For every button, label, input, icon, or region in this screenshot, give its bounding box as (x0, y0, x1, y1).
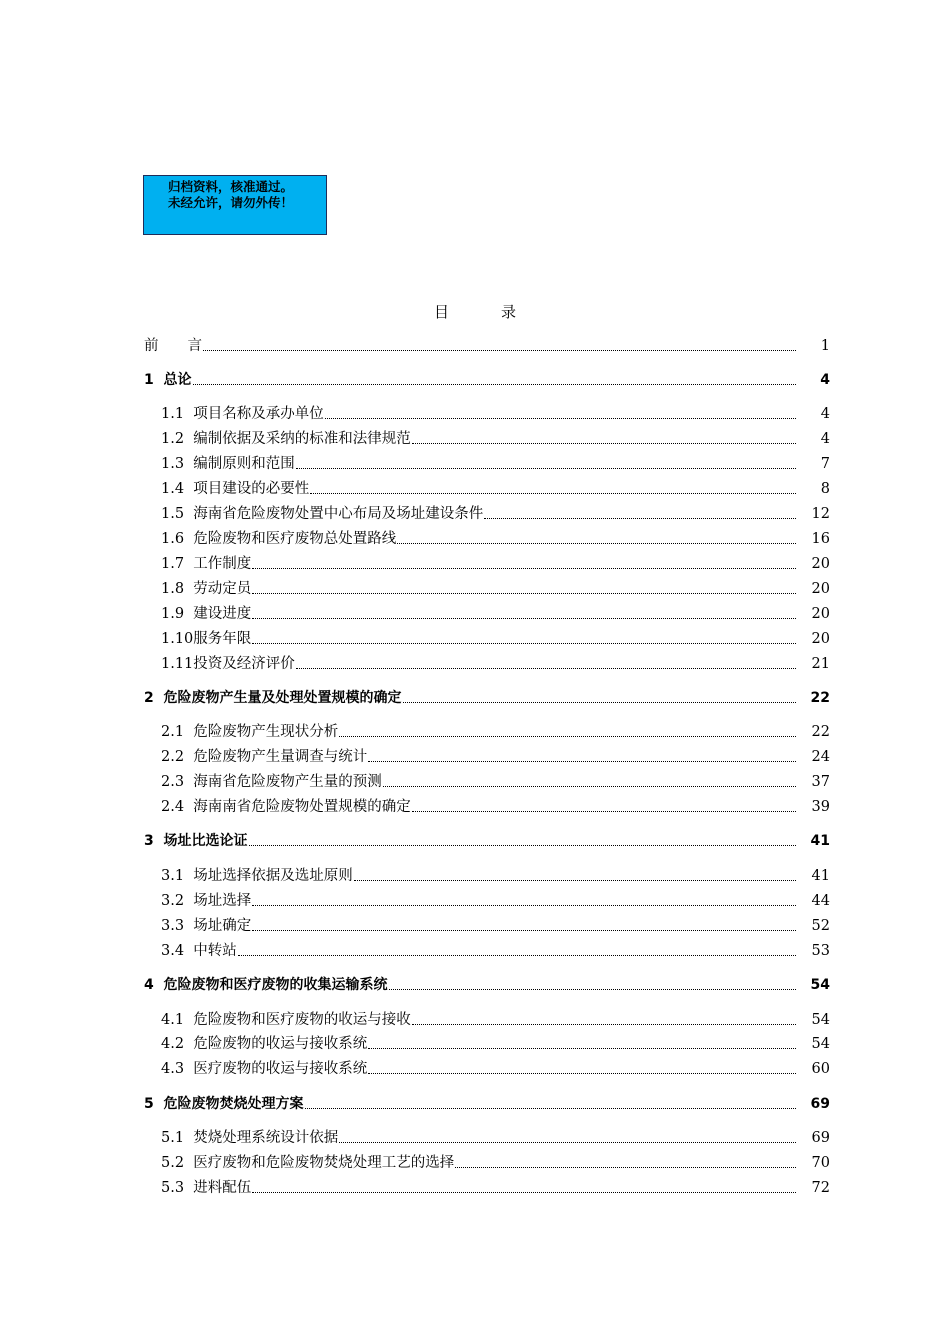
toc-entry[interactable] (161, 552, 830, 574)
toc-dot-leader (339, 1142, 796, 1143)
toc-entry-page: 69 (811, 1130, 830, 1146)
toc-entry-number: 1.9 (161, 606, 194, 622)
toc-entry[interactable] (161, 889, 830, 911)
toc-entry-number: 1.5 (161, 506, 194, 522)
toc-entry-page: 54 (810, 977, 830, 993)
toc-entry[interactable] (144, 334, 830, 356)
toc-entry-page: 20 (811, 581, 830, 597)
toc-entry-page: 20 (811, 556, 830, 572)
toc-entry-label: 危险废物和医疗废物的收集运输系统 (163, 977, 388, 993)
toc-entry-number: 1.7 (161, 556, 194, 572)
toc-entry-label: 海南省危险废物处置中心布局及场址建设条件 (193, 506, 484, 522)
toc-entry-page: 24 (811, 749, 830, 765)
toc-entry-label: 海南省危险废物产生量的预测 (193, 774, 382, 790)
toc-entry[interactable] (144, 368, 830, 390)
toc-entry[interactable] (161, 427, 830, 449)
toc-entry-page: 44 (811, 893, 830, 909)
toc-entry-page: 72 (811, 1180, 830, 1196)
toc-entry-page: 70 (811, 1155, 830, 1171)
toc-entry-label: 医疗废物和危险废物焚烧处理工艺的选择 (193, 1155, 455, 1171)
toc-entry[interactable] (161, 602, 830, 624)
toc-entry[interactable] (161, 527, 830, 549)
toc-entry-number: 1.8 (161, 581, 194, 597)
toc-dot-leader (252, 593, 796, 594)
toc-dot-leader (368, 1073, 796, 1074)
toc-entry[interactable] (161, 1008, 830, 1030)
toc-entry-label: 危险废物和医疗废物总处置路线 (193, 531, 397, 547)
toc-entry[interactable] (161, 477, 830, 499)
toc-entry-label: 危险废物产生量及处理处置规模的确定 (163, 690, 402, 706)
toc-entry[interactable] (161, 745, 830, 767)
toc-entry-page: 20 (811, 631, 830, 647)
toc-entry-label: 危险废物和医疗废物的收运与接收 (193, 1012, 411, 1028)
toc-entry-number: 1.11 (161, 656, 194, 672)
toc-entry-number: 2.2 (161, 749, 194, 765)
toc-entry-page: 1 (820, 338, 830, 354)
toc-dot-leader (252, 905, 796, 906)
toc-entry[interactable] (161, 627, 830, 649)
toc-entry-label: 焚烧处理系统设计依据 (193, 1130, 339, 1146)
toc-dot-leader (354, 880, 796, 881)
toc-entry[interactable] (161, 939, 830, 961)
stamp-line-1: 归档资料，核准通过。 (168, 179, 294, 194)
toc-entry-label: 中转站 (193, 943, 237, 959)
toc-entry-page: 41 (810, 833, 830, 849)
toc-entry-number: 前 (144, 338, 188, 354)
toc-entry-number: 3.3 (161, 918, 194, 934)
toc-entry-number: 2 (144, 690, 164, 706)
toc-entry[interactable] (161, 1176, 830, 1198)
toc-entry[interactable] (161, 1032, 830, 1054)
toc-entry-page: 4 (820, 406, 830, 422)
toc-entry-number: 5.2 (161, 1155, 194, 1171)
toc-title-right: 录 (501, 303, 517, 321)
toc-entry-page: 8 (820, 481, 830, 497)
toc-entry-label: 危险废物焚烧处理方案 (163, 1096, 304, 1112)
toc-dot-leader (203, 350, 796, 351)
toc-dot-leader (252, 568, 796, 569)
toc-entry-label: 工作制度 (193, 556, 252, 572)
toc-entry-page: 53 (811, 943, 830, 959)
toc-entry[interactable] (161, 720, 830, 742)
toc-entry-page: 54 (811, 1036, 830, 1052)
toc-entry-label: 危险废物产生现状分析 (193, 724, 339, 740)
toc-entry-label: 场址选择 (193, 893, 252, 909)
toc-entry-number: 5 (144, 1096, 164, 1112)
toc-entry-label: 言 (187, 338, 202, 354)
toc-dot-leader (305, 1108, 797, 1109)
toc-entry-label: 进料配伍 (193, 1180, 252, 1196)
toc-entry-label: 场址选择依据及选址原则 (193, 868, 353, 884)
toc-dot-leader (339, 736, 796, 737)
toc-dot-leader (484, 518, 796, 519)
toc-entry[interactable] (161, 864, 830, 886)
toc-entry-label: 编制原则和范围 (193, 456, 295, 472)
toc-entry-page: 22 (810, 690, 830, 706)
toc-dot-leader (397, 543, 796, 544)
toc-entry[interactable] (161, 652, 830, 674)
toc-dot-leader (403, 702, 797, 703)
toc-dot-leader (455, 1167, 796, 1168)
toc-entry[interactable] (161, 914, 830, 936)
toc-dot-leader (252, 1192, 796, 1193)
toc-dot-leader (296, 668, 796, 669)
toc-entry[interactable] (161, 452, 830, 474)
toc-entry-page: 21 (811, 656, 830, 672)
toc-entry-number: 1.4 (161, 481, 194, 497)
toc-entry-page: 4 (820, 431, 830, 447)
toc-entry-page: 54 (811, 1012, 830, 1028)
toc-dot-leader (412, 811, 796, 812)
toc-entry-number: 3.2 (161, 893, 194, 909)
toc-entry[interactable] (161, 1057, 830, 1079)
toc-entry-label: 海南南省危险废物处置规模的确定 (193, 799, 411, 815)
toc-entry-number: 4.3 (161, 1061, 194, 1077)
toc-entry-number: 2.1 (161, 724, 194, 740)
toc-dot-leader (368, 1048, 796, 1049)
toc-entry-label: 总论 (163, 372, 192, 388)
toc-entry-number: 3.1 (161, 868, 194, 884)
toc-entry-page: 22 (811, 724, 830, 740)
toc-dot-leader (296, 468, 796, 469)
toc-dot-leader (193, 384, 797, 385)
toc-entry[interactable] (144, 829, 830, 851)
toc-dot-leader (412, 1024, 796, 1025)
stamp-line-2: 未经允许，请勿外传！ (168, 195, 294, 210)
toc-entry-page: 12 (811, 506, 830, 522)
toc-entry-label: 编制依据及采纳的标准和法律规范 (193, 431, 411, 447)
toc-entry[interactable] (161, 502, 830, 524)
toc-entry-label: 服务年限 (193, 631, 252, 647)
toc-entry-number: 3.4 (161, 943, 194, 959)
toc-entry-number: 1 (144, 372, 164, 388)
toc-entry-number: 1.3 (161, 456, 194, 472)
toc-dot-leader (252, 930, 796, 931)
toc-entry-label: 危险废物的收运与接收系统 (193, 1036, 368, 1052)
toc-entry-page: 7 (820, 456, 830, 472)
toc-dot-leader (252, 618, 796, 619)
toc-entry-label: 医疗废物的收运与接收系统 (193, 1061, 368, 1077)
toc-entry-number: 4 (144, 977, 164, 993)
toc-entry-number: 1.2 (161, 431, 194, 447)
toc-entry-number: 5.3 (161, 1180, 194, 1196)
toc-entry-number: 5.1 (161, 1130, 194, 1146)
toc-entry-label: 项目建设的必要性 (193, 481, 310, 497)
toc-entry[interactable] (144, 1092, 830, 1114)
toc-entry-number: 1.10 (161, 631, 194, 647)
toc-entry-page: 41 (811, 868, 830, 884)
toc-entry-page: 52 (811, 918, 830, 934)
toc-entry-page: 37 (811, 774, 830, 790)
toc-entry-page: 16 (811, 531, 830, 547)
toc-dot-leader (238, 955, 796, 956)
toc-entry-label: 建设进度 (193, 606, 252, 622)
toc-entry-page: 39 (811, 799, 830, 815)
toc-entry-label: 场址比选论证 (163, 833, 248, 849)
toc-entry-page: 69 (810, 1096, 830, 1112)
toc-entry-label: 场址确定 (193, 918, 252, 934)
toc-entry[interactable] (161, 1126, 830, 1148)
toc-entry-number: 2.4 (161, 799, 194, 815)
toc-entry-number: 1.1 (161, 406, 194, 422)
toc-entry-label: 劳动定员 (193, 581, 252, 597)
toc-entry-label: 项目名称及承办单位 (193, 406, 324, 422)
toc-entry-page: 60 (811, 1061, 830, 1077)
toc-entry[interactable] (144, 686, 830, 708)
toc-entry-page: 4 (820, 372, 830, 388)
toc-entry-label: 危险废物产生量调查与统计 (193, 749, 368, 765)
toc-entry-number: 2.3 (161, 774, 194, 790)
toc-dot-leader (249, 845, 797, 846)
toc-dot-leader (389, 989, 797, 990)
toc-entry[interactable] (161, 1151, 830, 1173)
toc-entry[interactable] (161, 577, 830, 599)
toc-entry[interactable] (161, 402, 830, 424)
toc-entry[interactable] (161, 795, 830, 817)
toc-entry-number: 4.2 (161, 1036, 194, 1052)
toc-entry-page: 20 (811, 606, 830, 622)
toc-entry-number: 4.1 (161, 1012, 194, 1028)
toc-entry-label: 投资及经济评价 (193, 656, 295, 672)
toc-dot-leader (383, 786, 796, 787)
toc-dot-leader (368, 761, 796, 762)
toc-entry-number: 3 (144, 833, 164, 849)
toc-entry[interactable] (161, 770, 830, 792)
toc-dot-leader (310, 493, 796, 494)
toc-title-left: 目 (433, 303, 449, 321)
toc-dot-leader (412, 443, 796, 444)
toc-dot-leader (325, 418, 796, 419)
toc-entry-number: 1.6 (161, 531, 194, 547)
toc-entry[interactable] (144, 973, 830, 995)
toc-dot-leader (252, 643, 796, 644)
